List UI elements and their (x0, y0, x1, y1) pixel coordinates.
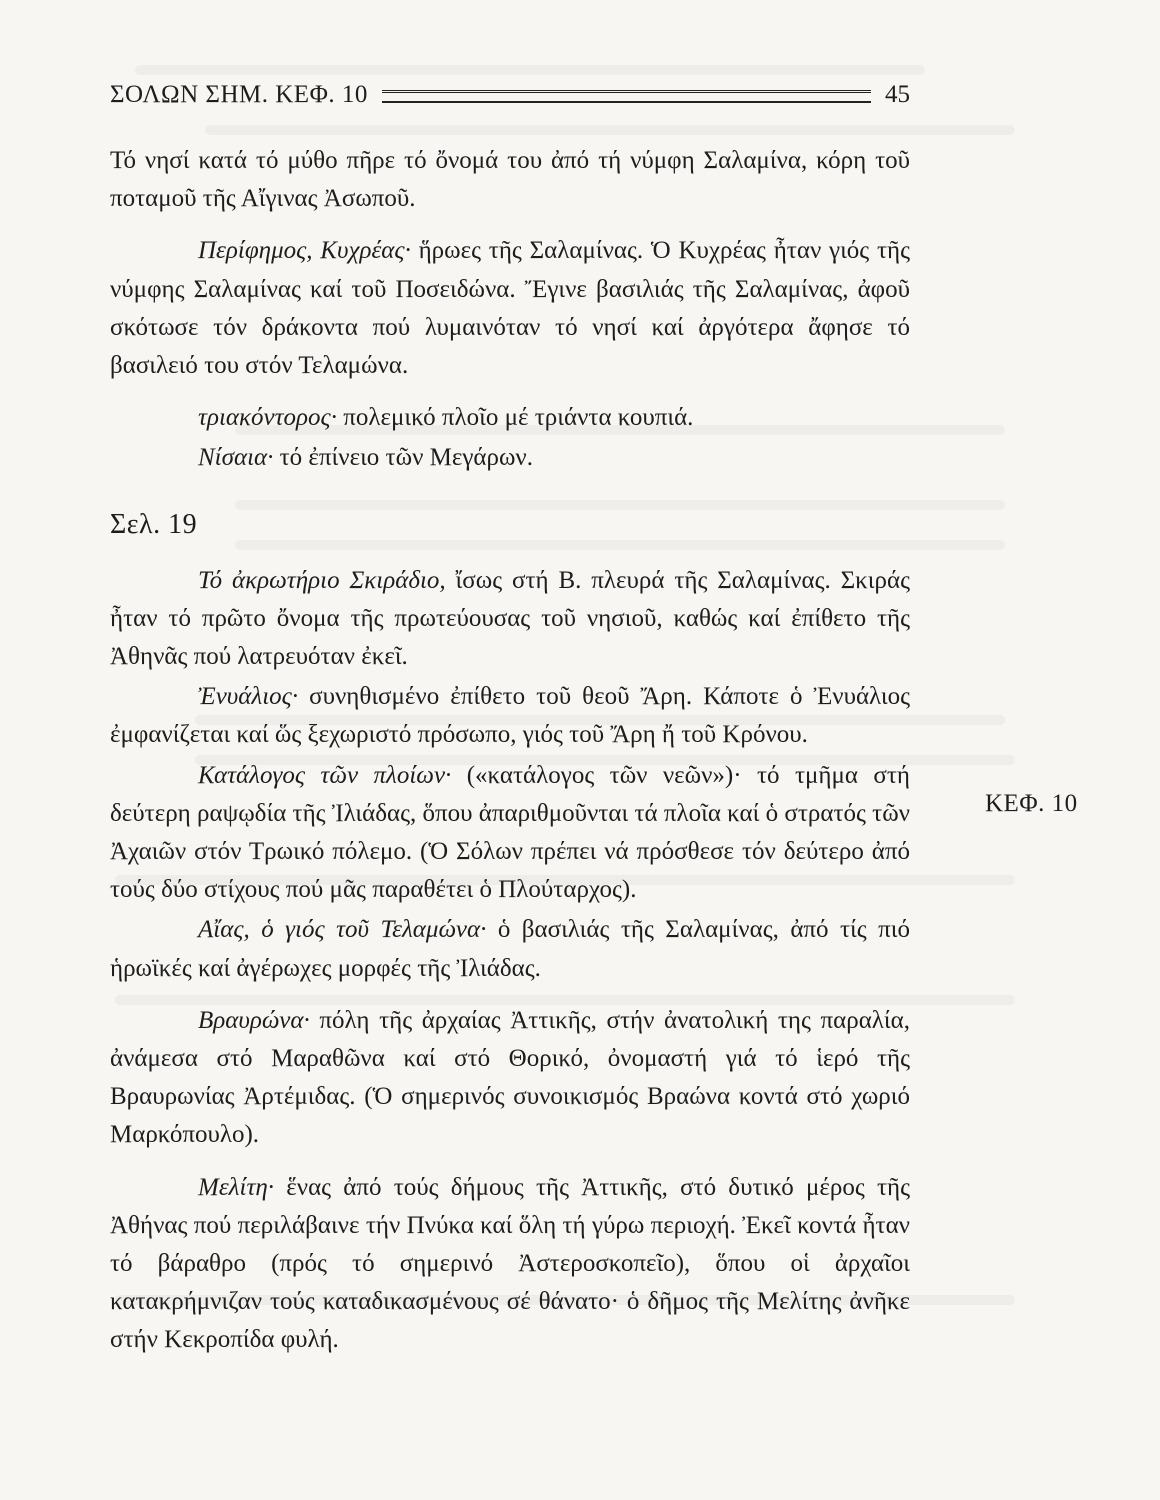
entry-skiradio (110, 562, 910, 677)
entry-katalogos (110, 757, 910, 910)
entry-term: Αἴας, ὁ γιός τοῦ Τελαμώνα· (198, 916, 487, 944)
entry-enyalios (110, 678, 910, 754)
entry-text: ὁ βασιλιάς τῆς Σαλαμίνας, ἀπό τίς πιό ἡρωϊκές καί ἀγέρωχες μορφές τῆς Ἰλιάδας. (110, 916, 910, 982)
entry-triakontoros (110, 399, 910, 437)
entry-nisaia (110, 439, 910, 477)
entry-text: πολεμικό πλοῖο μέ τριάντα κουπιά. (336, 404, 694, 432)
entry-perifimos (110, 232, 910, 385)
entry-text: ἕνας ἀπό τούς δήμους τῆς Ἀττικῆς, στό δυτικό μέρος τῆς Ἀθήνας πού περιλάβαινε τήν Πνύκα καί ὅλη τή γύρω περιοχή. Ἐκεῖ κοντά ἦταν τό βάραθρο (πρός τό σημερινό Ἀστεροσκοπεῖο), ὅπου οἱ ἀρχαῖοι κατακρήμνιζαν τούς καταδικασμένους σέ θάνατο· ὁ δῆμος τῆς Μελίτης ἀνῆκε στήν Κεκροπίδα φυλή. (110, 1173, 910, 1354)
intro-paragraph: Τό νησί κατά τό μύθο πῆρε τό ὄνομά του ἀπό τή νύμφη Σαλαμίνα, κόρη τοῦ ποταμοῦ τῆς Αἴγινας Ἀσωποῦ. (110, 147, 910, 213)
entry-text: τό ἐπίνειο τῶν Μεγάρων. (273, 444, 533, 472)
entry-text: ἥρωες τῆς Σαλαμίνας. Ὁ Κυχρέας ἦταν γιός τῆς νύμφης Σαλαμίνας καί τοῦ Ποσειδώνα. Ἔγινε βασιλιάς τῆς Σαλαμίνας, ἀφοῦ σκότωσε τόν δράκοντα πού λυμαινόταν τό νησί καί ἀργότερα ἄφησε τό βασιλειό του στόν Τελαμώνα. (110, 237, 910, 380)
entry-term: Ἐνυάλιος· (198, 683, 299, 711)
header-rule (382, 90, 871, 103)
entry-term: Βραυρώνα· (198, 1006, 310, 1034)
entry-term: τριακόντορος· (198, 404, 337, 432)
entry-aias (110, 911, 910, 987)
entry-term: Περίφημος, Κυχρέας· (198, 237, 411, 265)
section-heading: Σελ. 19 (110, 508, 198, 540)
running-header (110, 78, 910, 112)
entry-term: Νίσαια· (198, 444, 274, 472)
entry-text: ἴσως στή Β. πλευρά τῆς Σαλαμίνας. Σκιράς ἦταν τό πρῶτο ὄνομα τῆς πρωτεύουσας τοῦ νησιοῦ, καθώς καί ἐπίθετο τῆς Ἀθηνᾶς πού λατρευόταν ἐκεῖ. (110, 566, 910, 671)
margin-chapter-note: ΚΕΦ. 10 (985, 790, 1078, 817)
entry-term: Κατάλογος τῶν πλοίων· (198, 761, 452, 789)
entry-meliti (110, 1169, 910, 1360)
entry-text: («κατάλογος τῶν νεῶν»)· τό τμῆμα στή δεύτερη ραψῳδία τῆς Ἰλιάδας, ὅπου ἀπαριθμοῦνται τά πλοῖα καί ὁ στρατός τῶν Ἀχαιῶν στόν Τρωικό πόλεμο. (Ὁ Σόλων πρέπει νά πρόσθεσε τόν δεύτερο ἀπό τούς δύο στίχους πού μᾶς παραθέτει ὁ Πλούταρχος). (110, 761, 910, 904)
entry-text: συνηθισμένο ἐπίθετο τοῦ θεοῦ Ἄρη. Κάποτε ὁ Ἐνυάλιος ἐμφανίζεται καί ὥς ξεχωριστό πρόσωπο, γιός τοῦ Ἄρη ἤ τοῦ Κρόνου. (110, 683, 910, 749)
entry-vravrona (110, 1002, 910, 1155)
commentary-body (110, 142, 910, 1374)
page-number: 45 (885, 81, 910, 108)
running-head-title: ΣΟΛΩΝ ΣΗΜ. ΚΕΦ. 10 (110, 81, 368, 108)
entry-text: πόλη τῆς ἀρχαίας Ἀττικῆς, στήν ἀνατολική της παραλία, ἀνάμεσα στό Μαραθῶνα καί στό Θορικό, ὀνομαστή γιά τό ἱερό τῆς Βραυρωνίας Ἀρτέμιδας. (Ὁ σημερινός συνοικισμός Βραώνα κοντά στό χωριό Μαρκόπουλο). (110, 1006, 910, 1149)
entry-term: Τό ἀκρωτήριο Σκιράδιο, (198, 566, 446, 594)
entry-term: Μελίτη· (198, 1173, 275, 1201)
